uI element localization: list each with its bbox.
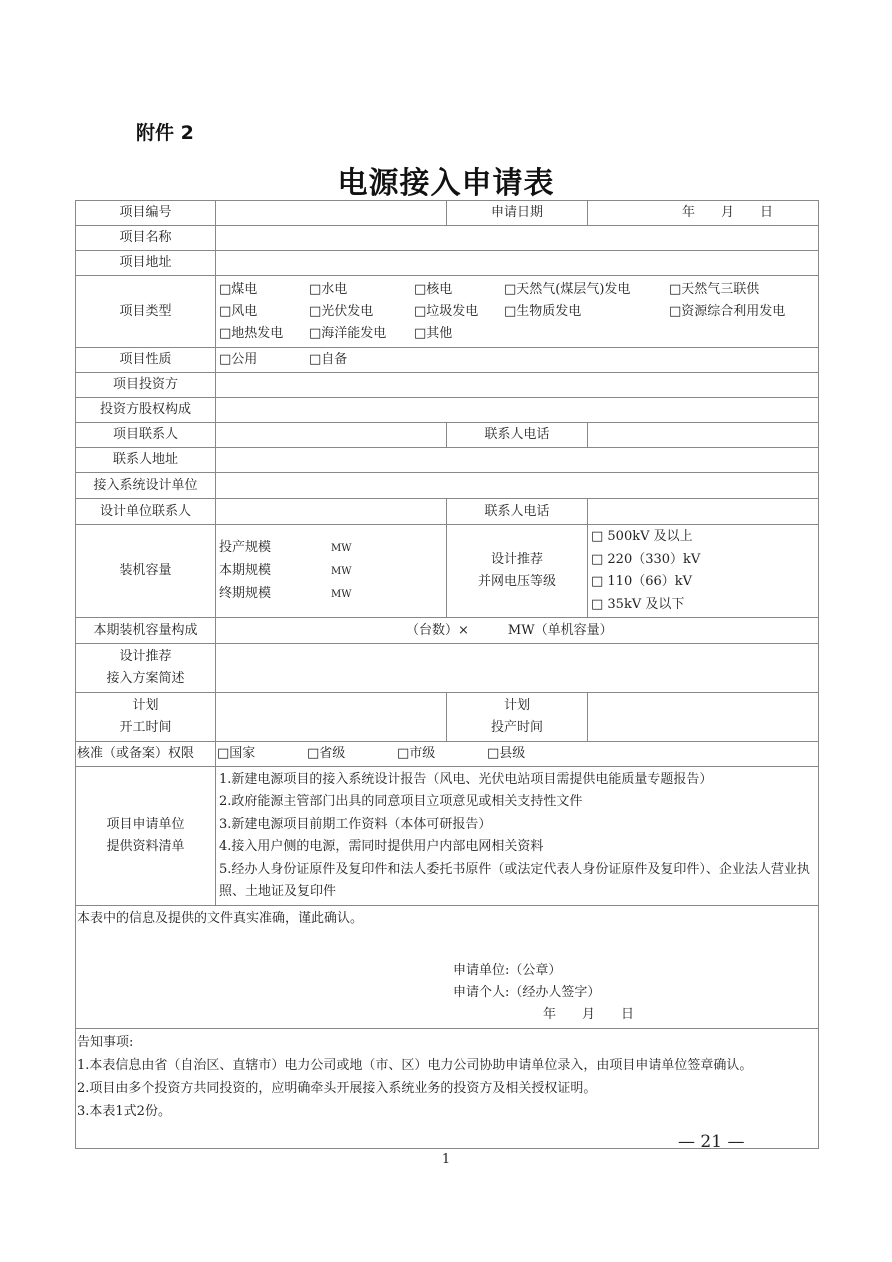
label-contact: 项目联系人 (76, 423, 216, 448)
field-design-contact[interactable] (216, 499, 447, 525)
label-project-type: 项目类型 (76, 276, 216, 348)
attachment-label: 附件 2 (136, 122, 194, 144)
unit-label: MW (331, 588, 352, 600)
label-project-addr: 项目地址 (76, 251, 216, 276)
checkbox-approval[interactable]: □市级 (397, 746, 436, 761)
checkbox-type[interactable]: □其他 (414, 325, 453, 341)
field-contact-phone[interactable] (588, 423, 819, 448)
label-voltage-1: 设计推荐 (490, 552, 543, 567)
label-composition: 本期装机容量构成 (76, 618, 216, 644)
notice-item: 3.本表1式2份。 (77, 1104, 171, 1119)
sign-person[interactable]: 申请个人:（经办人签字） (453, 985, 601, 1000)
sign-date[interactable]: 年 月 日 (543, 1007, 635, 1022)
project-type-options (219, 278, 815, 346)
checkbox-type[interactable]: □海洋能发电 (309, 325, 387, 341)
label-equity: 投资方股权构成 (76, 398, 216, 423)
label-materials-1: 项目申请单位 (106, 817, 185, 832)
notice-title: 告知事项: (77, 1035, 134, 1050)
label-design-unit: 接入系统设计单位 (76, 473, 216, 499)
field-design-phone[interactable] (588, 499, 819, 525)
label-scheme-1: 设计推荐 (119, 649, 172, 664)
checkbox-type[interactable]: □核电 (414, 281, 453, 297)
checkbox-type[interactable]: □垃圾发电 (414, 303, 479, 319)
capacity-item: 投产规模 (219, 539, 272, 555)
label-investor: 项目投资方 (76, 373, 216, 398)
unit-label: MW (331, 565, 352, 577)
application-form (75, 200, 819, 1149)
footer-page: 1 (441, 1152, 451, 1167)
field-project-addr[interactable] (216, 251, 819, 276)
label-design-contact: 设计单位联系人 (76, 499, 216, 525)
label-project-no: 项目编号 (76, 201, 216, 226)
material-item: 5.经办人身份证原件及复印件和法人委托书原件（或法定代表人身份证原件及复印件）、企业法人营业执照、土地证及复印件 (219, 861, 810, 899)
material-item: 4.接入用户侧的电源，需同时提供用户内部电网相关资料 (219, 839, 544, 854)
field-prod-time[interactable] (588, 693, 819, 742)
checkbox-voltage[interactable]: □ 220（330）kV (591, 551, 701, 567)
label-scheme-2: 接入方案简述 (106, 671, 185, 686)
checkbox-approval[interactable]: □国家 (217, 746, 256, 761)
label-prod-2: 投产时间 (490, 720, 543, 735)
label-start-2: 开工时间 (119, 720, 172, 735)
checkbox-type[interactable]: □天然气三联供 (669, 281, 760, 297)
field-design-unit[interactable] (216, 473, 819, 499)
material-item: 3.新建电源项目前期工作资料（本体可研报告） (219, 816, 492, 832)
field-scheme[interactable] (216, 644, 819, 693)
notice-item: 1.本表信息由省（自治区、直辖市）电力公司或地（市、区）电力公司协助申请单位录入，由项目申请单位签章确认。 (77, 1058, 753, 1073)
checkbox-type[interactable]: □天然气(煤层气)发电 (504, 281, 631, 297)
label-design-phone: 联系人电话 (447, 499, 588, 525)
material-item: 1.新建电源项目的接入系统设计报告（风电、光伏电站项目需提供电能质量专题报告） (219, 771, 713, 787)
checkbox-type[interactable]: □生物质发电 (504, 303, 582, 319)
checkbox-type[interactable]: □煤电 (219, 281, 258, 297)
label-materials-2: 提供资料清单 (106, 839, 185, 854)
label-contact-phone: 联系人电话 (447, 423, 588, 448)
checkbox-type[interactable]: □光伏发电 (309, 303, 374, 319)
sign-unit[interactable]: 申请单位:（公章） (453, 963, 562, 978)
label-start-1: 计划 (132, 698, 159, 713)
page-number: — 21 — (678, 1132, 745, 1152)
field-project-name[interactable] (216, 226, 819, 251)
capacity-item: 终期规模 (219, 585, 272, 601)
form-title: 电源接入申请表 (337, 166, 555, 201)
checkbox-self[interactable]: □自备 (309, 352, 348, 367)
field-composition[interactable]: （台数）× MW（单机容量） (216, 618, 819, 644)
label-prod-1: 计划 (503, 698, 530, 713)
field-start-time[interactable] (216, 693, 447, 742)
label-capacity: 装机容量 (76, 525, 216, 618)
checkbox-voltage[interactable]: □ 500kV 及以上 (591, 529, 693, 544)
field-equity[interactable] (216, 398, 819, 423)
label-contact-addr: 联系人地址 (76, 448, 216, 473)
field-project-no[interactable] (216, 201, 447, 226)
field-apply-date[interactable]: 年 月 日 (588, 201, 819, 226)
label-apply-date: 申请日期 (447, 201, 588, 226)
checkbox-type[interactable]: □资源综合利用发电 (669, 303, 786, 319)
checkbox-voltage[interactable]: □ 35kV 及以下 (591, 596, 685, 612)
label-voltage-2: 并网电压等级 (477, 574, 556, 589)
checkbox-approval[interactable]: □省级 (307, 746, 346, 761)
field-contact[interactable] (216, 423, 447, 448)
checkbox-type[interactable]: □风电 (219, 303, 258, 319)
unit-label: MW (331, 542, 352, 554)
label-approval: 核准（或备案）权限 (76, 742, 216, 767)
confirm-statement: 本表中的信息及提供的文件真实准确，谨此确认。 (77, 911, 364, 926)
checkbox-type[interactable]: □水电 (309, 281, 348, 297)
capacity-item: 本期规模 (219, 562, 272, 578)
label-nature: 项目性质 (76, 348, 216, 373)
field-contact-addr[interactable] (216, 448, 819, 473)
checkbox-public[interactable]: □公用 (219, 352, 258, 367)
checkbox-voltage[interactable]: □ 110（66）kV (591, 574, 693, 589)
checkbox-approval[interactable]: □县级 (487, 746, 526, 761)
notice-item: 2.项目由多个投资方共同投资的，应明确牵头开展接入系统业务的投资方及相关授权证明。 (77, 1081, 597, 1096)
field-investor[interactable] (216, 373, 819, 398)
material-item: 2.政府能源主管部门出具的同意项目立项意见或相关支持性文件 (219, 794, 583, 809)
checkbox-type[interactable]: □地热发电 (219, 325, 284, 341)
label-project-name: 项目名称 (76, 226, 216, 251)
